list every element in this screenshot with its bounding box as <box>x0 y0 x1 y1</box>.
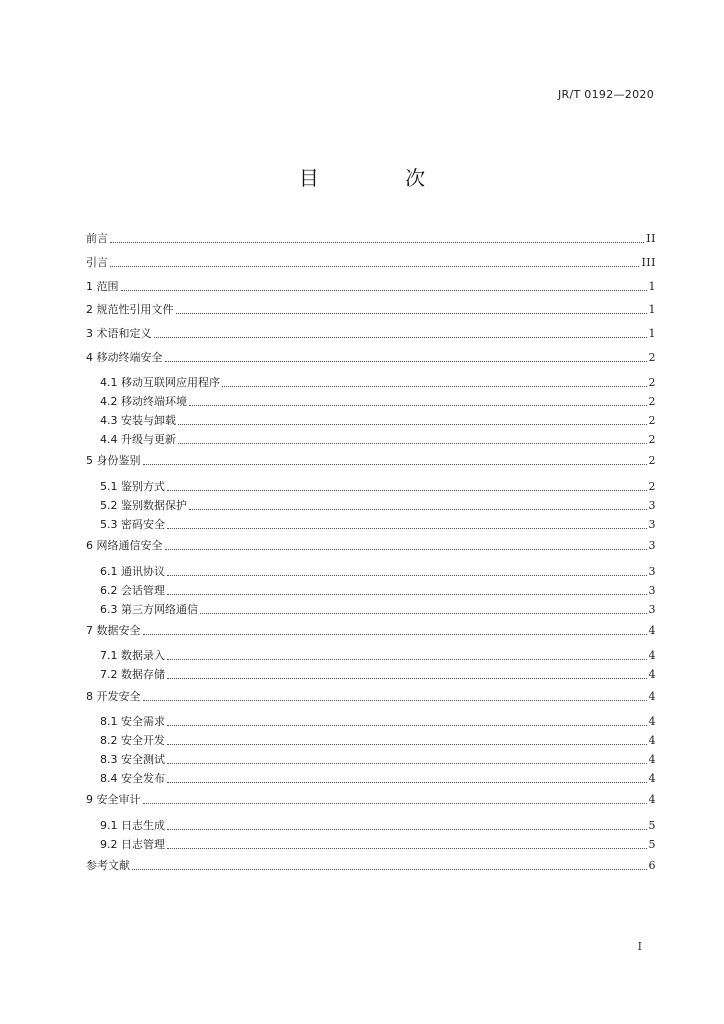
toc-entry[interactable] <box>86 731 656 750</box>
toc-entry-page: 1 <box>648 303 656 317</box>
toc-entry[interactable] <box>86 449 656 473</box>
toc-entry-page: 2 <box>648 395 656 409</box>
toc-entry[interactable] <box>86 769 656 788</box>
toc-entry-title: 1 范围 <box>86 279 119 293</box>
toc-entry-page: II <box>646 232 656 246</box>
toc-entry-title: 9.2 日志管理 <box>100 837 165 851</box>
toc-entry[interactable] <box>86 534 656 558</box>
toc-entry-title: 5.1 鉴别方式 <box>100 479 165 493</box>
toc-entry[interactable] <box>86 712 656 731</box>
toc-dot-leader <box>200 605 647 614</box>
toc-entry-page: 2 <box>648 433 656 447</box>
toc-entry[interactable] <box>86 619 656 643</box>
toc-dot-leader <box>167 520 647 529</box>
toc-entry-page: 3 <box>648 498 656 512</box>
toc-dot-leader <box>143 692 647 701</box>
toc-entry-title: 引言 <box>86 256 108 270</box>
toc-dot-leader <box>178 435 647 444</box>
toc-entry-page: 6 <box>648 858 656 872</box>
toc-entry-title: 前言 <box>86 232 108 246</box>
toc-entry-title: 4.2 移动终端环境 <box>100 395 187 409</box>
toc-entry[interactable] <box>86 251 656 275</box>
toc-dot-leader <box>165 541 647 550</box>
toc-entry-title: 8.3 安全测试 <box>100 752 165 766</box>
toc-entry-title: 4 移动终端安全 <box>86 350 163 364</box>
toc-entry-page: 1 <box>648 279 656 293</box>
toc-entry-title: 2 规范性引用文件 <box>86 303 174 317</box>
toc-entry-page: 4 <box>648 733 656 747</box>
toc-entry[interactable] <box>86 854 656 878</box>
toc-entry-title: 7.1 数据录入 <box>100 649 165 663</box>
standard-code: JR/T 0192—2020 <box>558 88 654 101</box>
toc-dot-leader <box>167 821 647 830</box>
toc-entry-page: 2 <box>648 350 656 364</box>
toc-entry-title: 5.3 密码安全 <box>100 517 165 531</box>
toc-entry-title: 4.4 升级与更新 <box>100 433 176 447</box>
toc-dot-leader <box>165 353 647 362</box>
toc-entry-title: 4.1 移动互联网应用程序 <box>100 376 220 390</box>
toc-entry-title: 5 身份鉴别 <box>86 454 141 468</box>
toc-entry-page: 5 <box>648 818 656 832</box>
toc-entry-title: 6.2 会话管理 <box>100 583 165 597</box>
toc-entry-page: 3 <box>648 517 656 531</box>
toc-entry-page: 4 <box>648 752 656 766</box>
toc-entry-page: 3 <box>648 583 656 597</box>
toc-dot-leader <box>167 567 647 576</box>
toc-dot-leader <box>167 774 647 783</box>
toc-entry-page: 4 <box>648 649 656 663</box>
toc-entry[interactable] <box>86 227 656 251</box>
toc-entry-page: 4 <box>648 793 656 807</box>
toc-entry[interactable] <box>86 562 656 581</box>
toc-entry[interactable] <box>86 274 656 298</box>
toc-entry[interactable] <box>86 816 656 835</box>
toc-entry-title: 8 开发安全 <box>86 689 141 703</box>
toc-entry-page: 4 <box>648 689 656 703</box>
toc-entry[interactable] <box>86 345 656 369</box>
toc-entry[interactable] <box>86 392 656 411</box>
toc-entry-title: 5.2 鉴别数据保护 <box>100 498 187 512</box>
toc-dot-leader <box>167 482 647 491</box>
toc-dot-leader <box>154 329 647 338</box>
toc-entry[interactable] <box>86 581 656 600</box>
toc-dot-leader <box>143 795 647 804</box>
toc-entry-page: 3 <box>648 539 656 553</box>
toc-entry[interactable] <box>86 430 656 449</box>
toc-entry[interactable] <box>86 665 656 684</box>
toc-entry[interactable] <box>86 496 656 515</box>
toc-entry-page: 5 <box>648 837 656 851</box>
toc-entry[interactable] <box>86 600 656 619</box>
toc-dot-leader <box>167 717 647 726</box>
toc-dot-leader <box>143 626 647 635</box>
toc-entry-page: 4 <box>648 623 656 637</box>
toc-dot-leader <box>167 736 647 745</box>
toc-dot-leader <box>132 861 647 870</box>
toc-entry[interactable] <box>86 646 656 665</box>
toc-entry-title: 9.1 日志生成 <box>100 818 165 832</box>
toc-dot-leader <box>167 586 647 595</box>
toc-dot-leader <box>110 234 644 243</box>
toc-dot-leader <box>167 651 647 660</box>
page-title: 目 次 <box>298 166 466 190</box>
toc-entry-title: 6.3 第三方网络通信 <box>100 602 198 616</box>
toc-entry[interactable] <box>86 515 656 534</box>
toc-entry-page: 3 <box>648 602 656 616</box>
toc-dot-leader <box>143 456 647 465</box>
toc-entry-page: 4 <box>648 714 656 728</box>
toc-entry[interactable] <box>86 411 656 430</box>
toc-entry[interactable] <box>86 373 656 392</box>
toc-entry-page: 1 <box>648 327 656 341</box>
toc-entry-page: 4 <box>648 668 656 682</box>
toc-entry[interactable] <box>86 835 656 854</box>
toc-dot-leader <box>189 501 647 510</box>
toc-entry[interactable] <box>86 788 656 812</box>
toc-entry-title: 参考文献 <box>86 858 130 872</box>
toc-entry[interactable] <box>86 477 656 496</box>
toc-dot-leader <box>176 305 647 314</box>
toc-entry-page: 4 <box>648 771 656 785</box>
toc-entry-page: 3 <box>648 564 656 578</box>
toc-entry-title: 7.2 数据存储 <box>100 668 165 682</box>
toc-dot-leader <box>167 670 647 679</box>
toc-entry-title: 6 网络通信安全 <box>86 539 163 553</box>
toc-dot-leader <box>178 416 647 425</box>
toc-entry-page: III <box>641 256 656 270</box>
toc-entry-title: 8.1 安全需求 <box>100 714 165 728</box>
toc-dot-leader <box>110 258 639 267</box>
toc-dot-leader <box>167 840 647 849</box>
toc-entry-title: 4.3 安装与卸载 <box>100 414 176 428</box>
toc-entry-title: 7 数据安全 <box>86 623 141 637</box>
table-of-contents <box>86 227 656 877</box>
toc-entry-title: 8.2 安全开发 <box>100 733 165 747</box>
toc-entry-page: 2 <box>648 454 656 468</box>
toc-entry-page: 2 <box>648 376 656 390</box>
toc-entry[interactable] <box>86 298 656 322</box>
toc-entry-title: 6.1 通讯协议 <box>100 564 165 578</box>
toc-entry-title: 3 术语和定义 <box>86 327 152 341</box>
page-number: I <box>637 940 642 953</box>
toc-dot-leader <box>121 282 647 291</box>
toc-entry[interactable] <box>86 322 656 346</box>
toc-entry-title: 8.4 安全发布 <box>100 771 165 785</box>
toc-entry-page: 2 <box>648 479 656 493</box>
toc-entry-title: 9 安全审计 <box>86 793 141 807</box>
toc-entry[interactable] <box>86 750 656 769</box>
toc-entry-page: 2 <box>648 414 656 428</box>
toc-dot-leader <box>167 755 647 764</box>
toc-entry[interactable] <box>86 684 656 708</box>
toc-dot-leader <box>189 397 647 406</box>
toc-dot-leader <box>222 378 647 387</box>
